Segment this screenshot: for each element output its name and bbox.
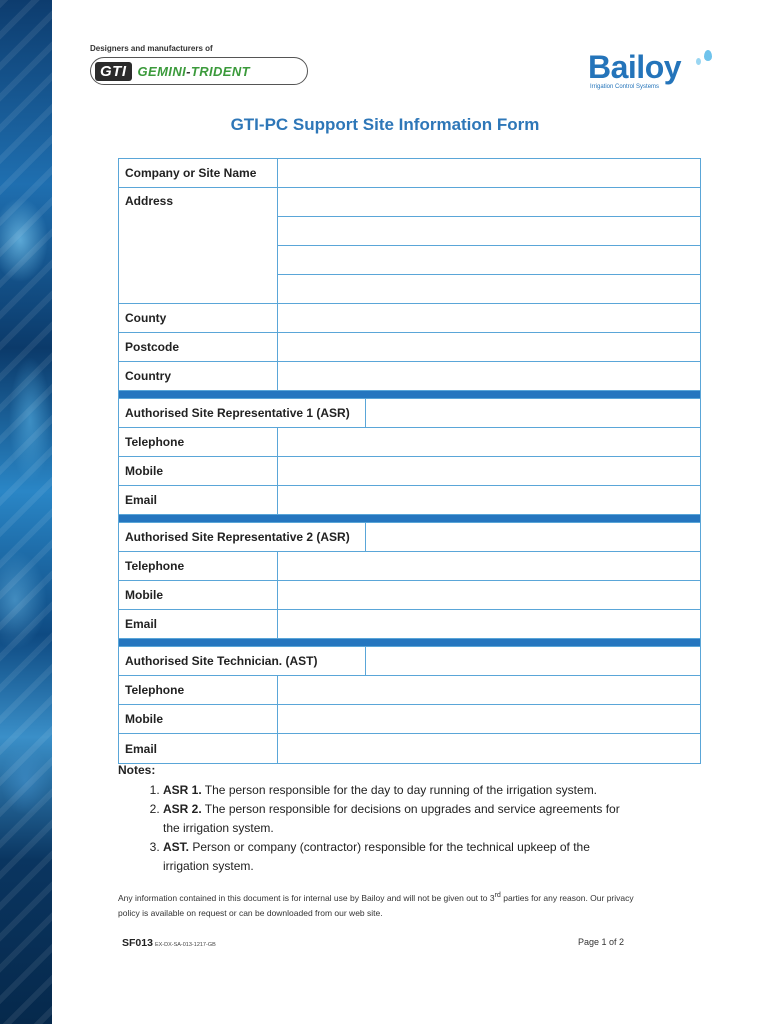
- asr1-telephone-label: Telephone: [119, 428, 278, 456]
- asr2-email-field[interactable]: [278, 610, 700, 638]
- ast-email-row: [119, 734, 700, 763]
- notes-section: [118, 763, 638, 876]
- address-lines: [278, 188, 700, 303]
- county-label: County: [119, 304, 278, 332]
- ast-mobile-label: Mobile: [119, 705, 278, 733]
- ast-name-field[interactable]: [366, 647, 700, 675]
- asr1-telephone-field[interactable]: [278, 428, 700, 456]
- site-information-form: [118, 158, 701, 764]
- asr2-mobile-label: Mobile: [119, 581, 278, 609]
- gti-logo: [90, 57, 308, 85]
- disclaimer-part1: Any information contained in this document is for internal use by Bailoy and will not be given out to 3: [118, 892, 495, 903]
- note-item: [163, 781, 638, 800]
- asr2-heading: Authorised Site Representative 2 (ASR): [119, 523, 366, 551]
- water-drop-icon: [704, 50, 712, 61]
- disclaimer-sup: rd: [494, 891, 501, 899]
- ast-telephone-label: Telephone: [119, 676, 278, 704]
- note-item: [163, 800, 638, 838]
- asr2-telephone-row: [119, 552, 700, 581]
- address-line-3-field[interactable]: [278, 246, 700, 275]
- disclaimer-part2: parties for any reason. Our privacy policy is available on request or can be downloaded from our web site.: [118, 892, 634, 918]
- note-text: The person responsible for decisions on upgrades and service agreements for the irrigation system.: [163, 802, 620, 835]
- section-divider: [119, 515, 700, 523]
- asr2-telephone-field[interactable]: [278, 552, 700, 580]
- country-label: Country: [119, 362, 278, 390]
- gti-mark: GTI: [95, 62, 132, 81]
- address-line-1-field[interactable]: [278, 188, 700, 217]
- ast-mobile-field[interactable]: [278, 705, 700, 733]
- section-divider: [119, 639, 700, 647]
- gti-logo-block: [90, 44, 308, 85]
- gti-name-a: GEMINI: [137, 63, 187, 79]
- gti-brand-name: [138, 64, 251, 79]
- bailoy-brand-name: Bailoy: [588, 49, 682, 85]
- note-key: ASR 1.: [163, 783, 202, 797]
- asr2-mobile-row: [119, 581, 700, 610]
- asr1-heading-row: [119, 399, 700, 428]
- address-line-2-field[interactable]: [278, 217, 700, 246]
- bailoy-logo: [588, 50, 681, 90]
- country-row: [119, 362, 700, 391]
- address-line-4-field[interactable]: [278, 275, 700, 303]
- note-key: AST.: [163, 840, 190, 854]
- decorative-side-strip: [0, 0, 52, 1024]
- ast-heading: Authorised Site Technician. (AST): [119, 647, 366, 675]
- address-row: [119, 188, 700, 304]
- asr1-email-field[interactable]: [278, 486, 700, 514]
- asr1-mobile-field[interactable]: [278, 457, 700, 485]
- section-divider: [119, 391, 700, 399]
- asr2-mobile-field[interactable]: [278, 581, 700, 609]
- asr1-name-field[interactable]: [366, 399, 700, 427]
- company-label: Company or Site Name: [119, 159, 278, 187]
- asr2-email-row: [119, 610, 700, 639]
- note-text: The person responsible for the day to day running of the irrigation system.: [201, 783, 598, 797]
- form-code-sub: EX-DX-SA-013-1217-GB: [154, 942, 216, 948]
- asr1-mobile-label: Mobile: [119, 457, 278, 485]
- gti-name-sep: -: [186, 63, 191, 79]
- asr2-telephone-label: Telephone: [119, 552, 278, 580]
- county-field[interactable]: [278, 304, 700, 332]
- postcode-row: [119, 333, 700, 362]
- ast-heading-row: [119, 647, 700, 676]
- ast-email-field[interactable]: [278, 734, 700, 763]
- asr1-email-row: [119, 486, 700, 515]
- gti-name-b: TRIDENT: [190, 63, 250, 79]
- page-number: Page 1 of 2: [578, 937, 625, 947]
- country-field[interactable]: [278, 362, 700, 390]
- postcode-field[interactable]: [278, 333, 700, 361]
- notes-list: [118, 781, 638, 876]
- bailoy-subtitle: Irrigation Control Systems: [590, 84, 660, 90]
- ast-telephone-row: [119, 676, 700, 705]
- note-key: ASR 2.: [163, 802, 202, 816]
- gti-tagline: Designers and manufacturers of: [90, 44, 213, 53]
- note-text: Person or company (contractor) responsible for the technical upkeep of the irrigation system.: [163, 840, 590, 873]
- postcode-label: Postcode: [119, 333, 278, 361]
- county-row: [119, 304, 700, 333]
- asr1-telephone-row: [119, 428, 700, 457]
- water-drop-small-icon: [696, 58, 701, 65]
- form-code-main: SF013: [122, 937, 153, 949]
- form-code: [122, 937, 216, 949]
- note-item: [163, 838, 638, 876]
- privacy-disclaimer: [118, 888, 638, 921]
- ast-email-label: Email: [119, 734, 278, 763]
- company-field[interactable]: [278, 159, 700, 187]
- notes-title: Notes:: [118, 763, 156, 777]
- ast-mobile-row: [119, 705, 700, 734]
- ast-telephone-field[interactable]: [278, 676, 700, 704]
- asr1-email-label: Email: [119, 486, 278, 514]
- asr2-email-label: Email: [119, 610, 278, 638]
- asr1-heading: Authorised Site Representative 1 (ASR): [119, 399, 366, 427]
- address-label: Address: [119, 188, 278, 303]
- page-title: GTI-PC Support Site Information Form: [230, 115, 540, 134]
- asr1-mobile-row: [119, 457, 700, 486]
- company-row: [119, 159, 700, 188]
- asr2-name-field[interactable]: [366, 523, 700, 551]
- asr2-heading-row: [119, 523, 700, 552]
